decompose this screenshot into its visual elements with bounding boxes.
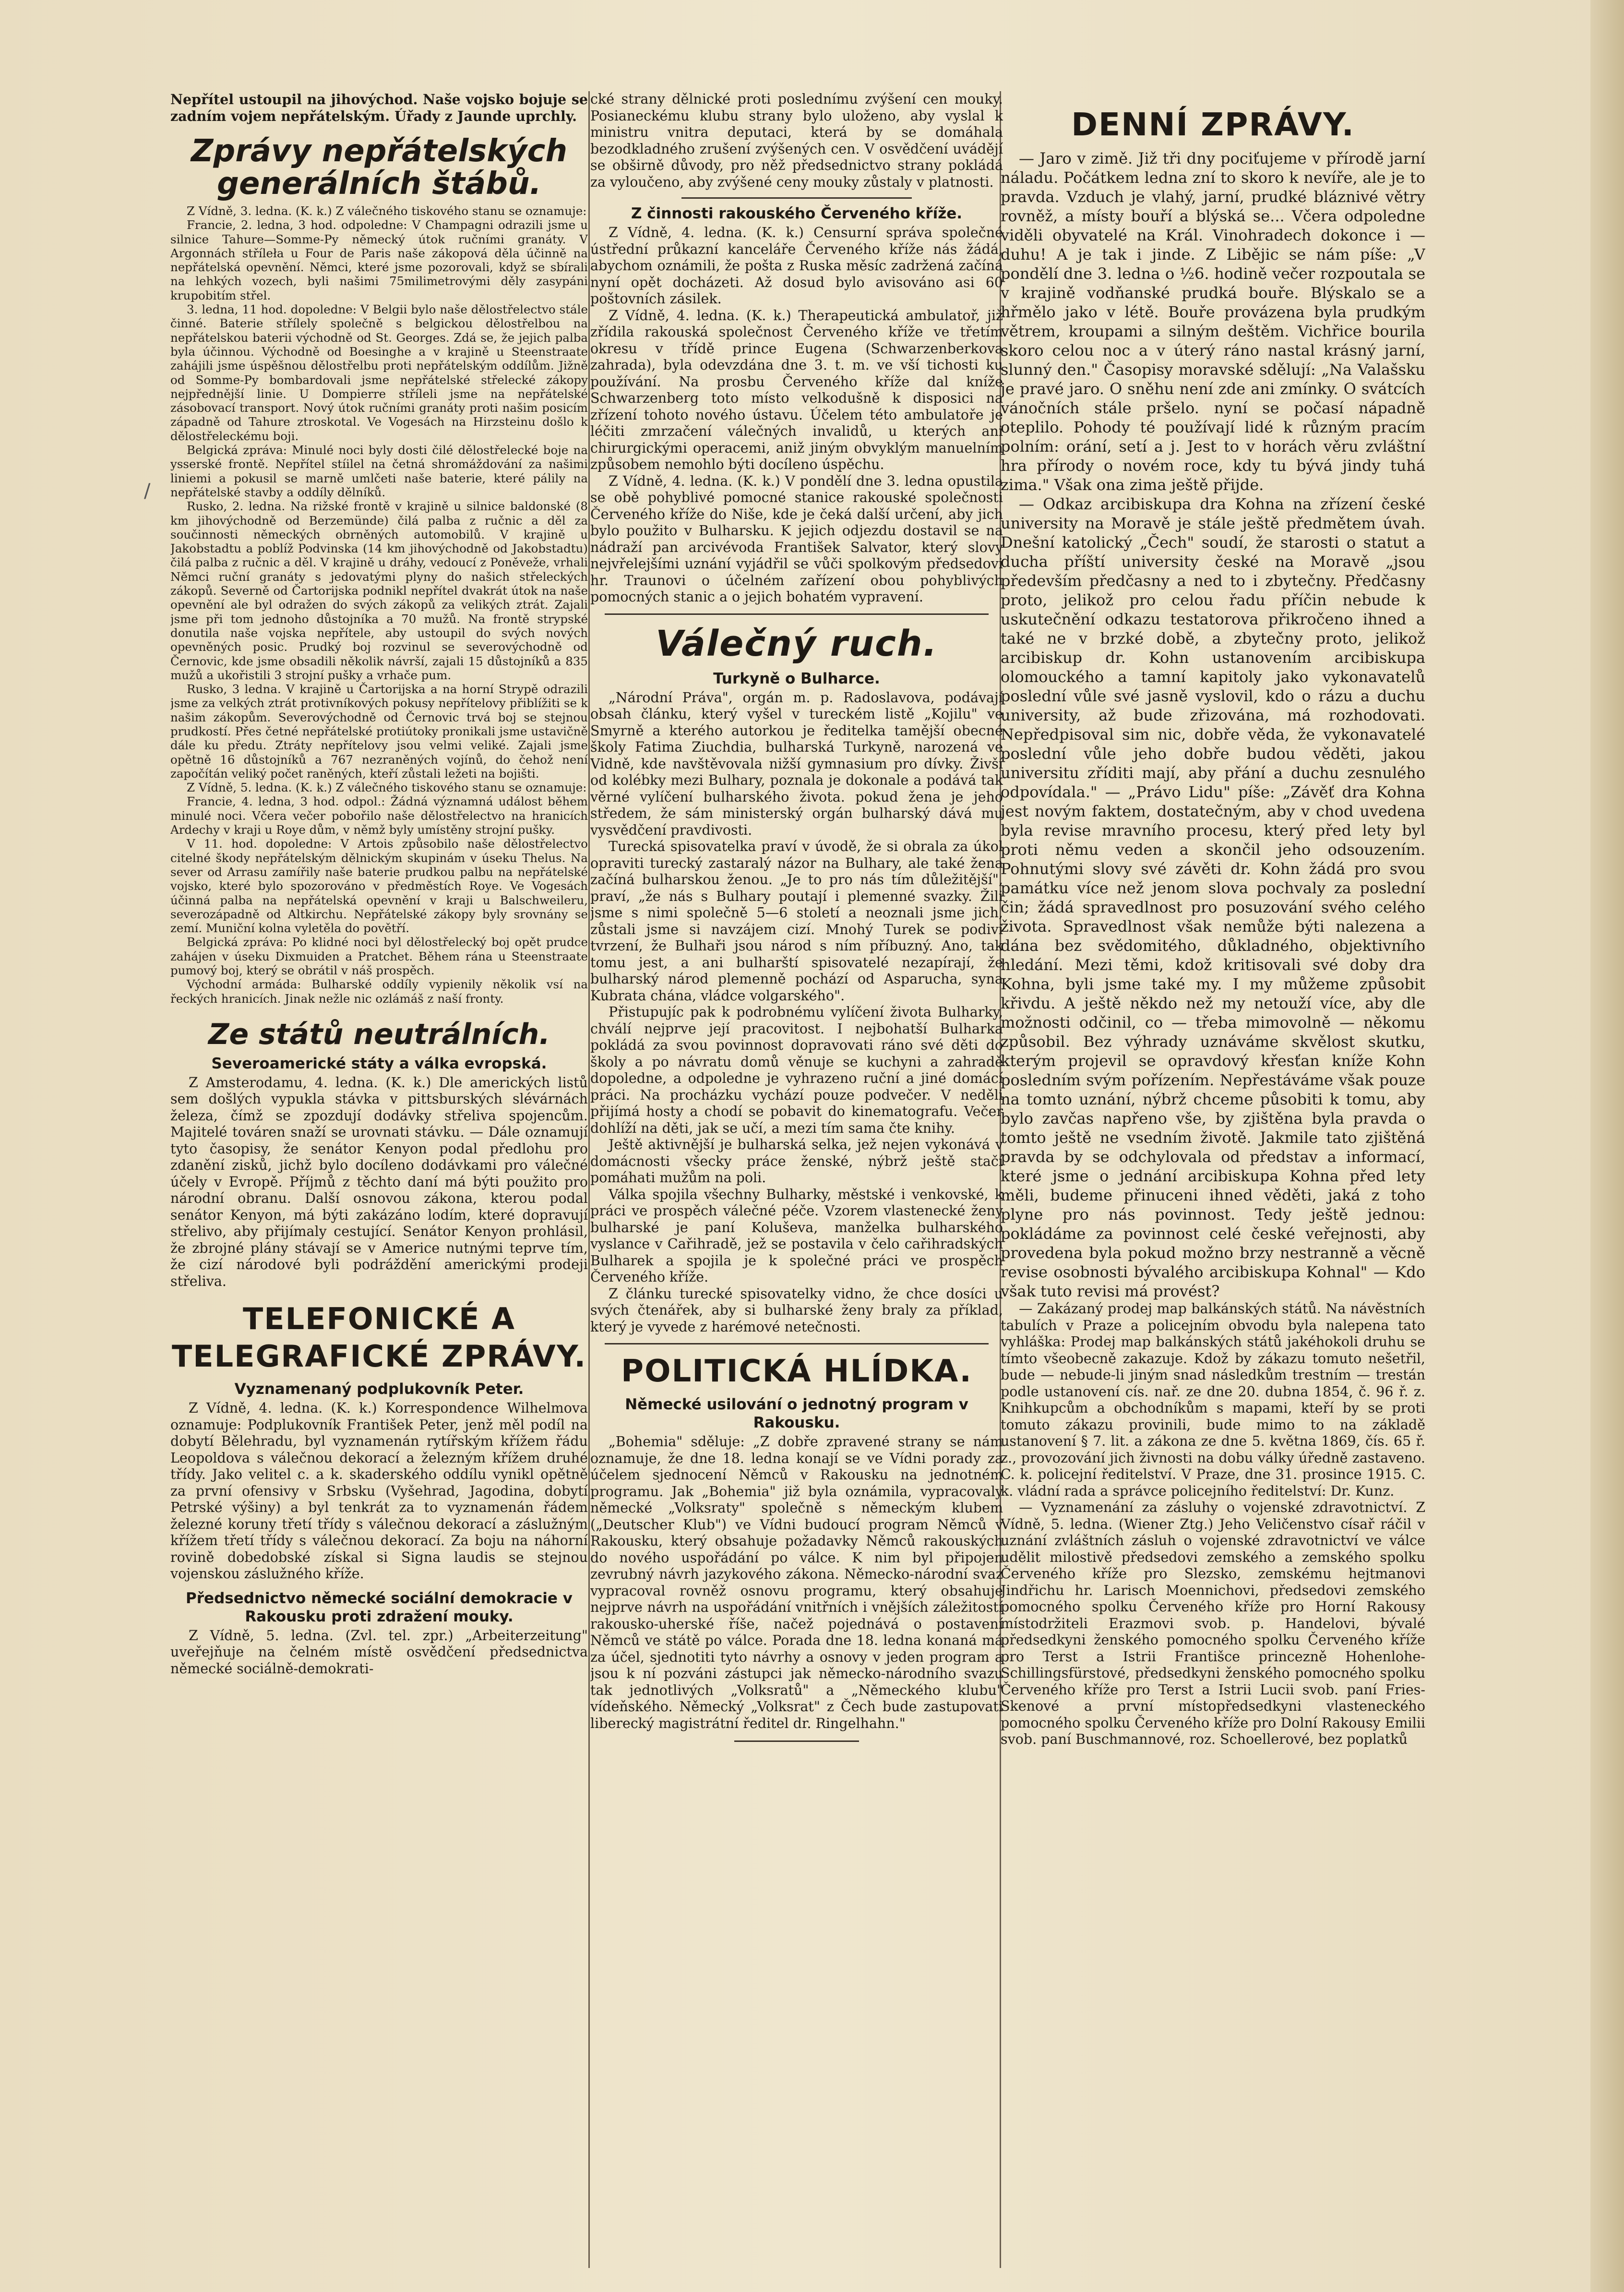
social-dem-heading: Předsednictvo německé sociální demokracie v Rakousku proti zdražení mouky.: [186, 1589, 573, 1625]
war-reports-intro: Z Vídně, 3. ledna. (K. k.) Z válečného tiskového stanu se oznamuje:: [187, 204, 587, 218]
red-cross-paragraph: Z Vídně, 4. ledna. (K. k.) Censurní správa společné ústřední průkazní kanceláře Červeného kříže nás žádá, abychom oznámili, že pošta z Ruska měsíc zadržená začíná nyní opět docházeti. Až dosud bylo avisováno asi 60 poštovních zásilek.: [590, 225, 1003, 307]
telegraph-subtitle: Vyznamenaný podplukovník Peter.: [234, 1380, 524, 1398]
war-report-paragraph: 3. ledna, 11 hod. dopoledne: V Belgii bylo naše dělostřelectvo stále činné. Baterie střílely společně s belgickou dělostřelbou na nepřátelskou baterii východně od St. Georges. Zdá se, že jejich palba byla účinnou. Východně od Boesinghe a v krajině u Steenstraate zahájili jsme úspěšnou dělostřelbu proti nepřátelským oddílům. Jižně od Somme-Py bombardovali jsme nepřátelské střelecké zákopy nejpřednější linie. U Dompierre stříleli jsme na nepřátelské zásobovací transport. Nový útok ručními granáty proti našim posicím západně od Tahure ztroskotal. Ve Vogesách na Hirzsteinu došlo k dělostřeleckému boji.: [170, 302, 588, 443]
war-life-paragraph: Ještě aktivnější je bulharská selka, jež nejen vykonává v domácnosti všecky práce ženské, nýbrž ještě stačí pomáhati mužům na poli.: [590, 1137, 1003, 1186]
war-life-heading: Válečný ruch.: [656, 623, 938, 664]
maps-paragraph: — Zakázaný prodej map balkánských států. Na návěstních tabulích v Praze a policejním obvodu byla nalepena tato vyhláška: Prodej map balkánských států jakéhokoli druhu se tímto všeobecně zakazuje. Kdož by zákazu tomuto nešetřil, bude — nebude-li jiným snad následkům trestním — trestán podle ustanovení cís. nař. ze dne 20. dubna 1854, č. 96 ř. z. Knihkupcům a obchodníkům s mapami, kteří by se proti tomuto zákazu provinili, bude mimo to na základě ustanovení § 7. lit. a zákona ze dne 5. května 1869, čís. 65 ř. z., provozování jich živnosti na dobu války úředně zastaveno. C. k. policejní ředitelství. V Praze, dne 31. prosince 1915. C. k. vládní rada a správce policejního ředitelství: Dr. Kunz.: [1001, 1301, 1425, 1499]
war-life-paragraph: Válka spojila všechny Bulharky, městské i venkovské, k práci ve prospěch válečné péče. Vzorem vlastenecké ženy bulharské je paní Koluševa, manželka bulharského vyslance v Cařihradě, jež se postavila v čelo cařihradských Bulharek a spojila je k společné práci ve prospěch Červeného kříže.: [590, 1186, 1003, 1285]
divider: [681, 197, 912, 199]
war-report-paragraph: Belgická zpráva: Po klidné noci byl dělostřelecký boj opět prudce zahájen v úseku Dixmuiden a Pratchet. Během rána u Steenstraate pumový boj, který se obrátil v náš prospěch.: [170, 935, 588, 978]
end-divider: [734, 1740, 859, 1742]
divider: [605, 613, 989, 615]
red-cross-paragraph: Z Vídně, 4. ledna. (K. k.) Therapeutická ambulatoř, již zřídila rakouská společnost Červeného kříže ve třetím okresu v třídě prince Eugena (Schwarzenberkova zahrada), byla odevzdána dne 3. t. m. ve vší tichosti ku používání. Na prosbu Červeného kříže dal kníže Schwarzenberg toto místo velkodušně k disposici na zřízení tohoto nového ústavu. Účelem této ambulatoře je léčiti zmrzačení válečných invalidů, u kterých ani chirurgickými operacemi, aniž jiným obvyklým manuelním způsobem nemohlo býti docíleno úspěchu.: [590, 307, 1003, 472]
war-report-paragraph: Belgická zpráva: Minulé noci byly dosti čilé dělostřelecké boje na ysserské frontě. Nepřítel stíilel na četná shromáždování za našimi liniemi a pokusil se marně umlčeti naše baterie, které pálily na nepřátelské stavby a oddíly dělníků.: [170, 443, 588, 499]
column-1: [170, 91, 588, 2273]
margin-mark: /: [144, 480, 151, 502]
war-reports-heading: Zprávy nepřátelských generálních štábů.: [191, 133, 568, 202]
red-cross-paragraph: Z Vídně, 4. ledna. (K. k.) V pondělí dne 3. ledna opustila se obě pohyblivé pomocné stanice rakouské společnosti Červeného kříže do Niše, kde je čeká další určení, aby jich bylo použito v Bulharsku. K jejich odjezdu dostavil se na nádraží pan arcivévoda František Salvator, který slovy nejvřelejšími uznání vyjádřil se vůči spolkovým předsedovi hr. Traunovi o účelném zařízení obou pohyblivých pomocných stanic a o jejich bohatém vypravení.: [590, 473, 1003, 605]
kohn-paragraph: — Odkaz arcibiskupa dra Kohna na zřízení české university na Moravě je stále ještě předmětem úvah. Dnešní katolický „Čech" soudí, že starosti o statut a ducha příští university české na Moravě „jsou především předčasny a ned to i zbytečny. Předčasny proto, jelikož pro celou řadu příčin nebude k uskutečnění odkazu testatorova přikročeno ihned a také ne v brzké době, a zbytečny proto, jelikož arcibiskup dr. Kohn ustanovením arcibiskupa olomouckého a tamní kapitoly jako vykonavatelů poslední vůle své jasně vyslovil, kdo o rázu a duchu university, až bude zřizována, má rozhodovati. Nepředpisoval sim nic, dobře věda, že vykonavatelé poslední vůle jeho dobře budou věděti, jakou universitu zříditi mají, aby přání a duchu zesnulého odpovídala." — „Právo Lidu" píše: „Závěť dra Kohna jest novým faktem, dostatečným, aby v chod uvedena byla revise mravního procesu, který před lety byl proti němu veden a skončil jeho odsouzením. Pohnutými slovy své závěti dr. Kohn žádá pro svou památku více než jenom slova pochvaly za poslední čin; žádá spravedlnost pro posuzování svého celého života. Spravedlnost však nemůže býti nalezena a dána bez svědomitého, důkladného, objektivního hledání. Mezi těmi, kdož kritisovali své doby dra Kohna, byli jsme také my. I my můžeme způsobit křivdu. A ještě někdo než my netouží více, aby dle možnosti odčinil, co — třeba mimovolně — někomu způsobil. Bez výhrady uznáváme skvělost skutku, kterým projevil se opravdový křesťan kníže Kohn posledním svým pořízením. Nepřestáváme však pouze na tomto uznání, nýbrž chceme působiti k tomu, aby bylo zavčas napřeno vše, by zjištěna byla pravda o tomto ještě ne vsedním životě. Jakmile tato zjištěná pravda by se odchylovala od představ a informací, které jsme o jednání arcibiskupa Kohna před lety měli, budeme přinuceni ihned věděti, jaká z toho plyne pro nás povinnost. Tedy ještě jednou: pokládáme za povinnost celé české veřejnosti, aby provedena byla pokud možno brzy nestranně a věcně revise osobnosti bývalého arcibiskupa Kohnal" — Kdo však tuto revisi má provést?: [1001, 495, 1425, 1300]
top-fragment: Nepřítel ustoupil na jihovýchod. Naše vojsko bojuje se zadním vojem nepřátelským. Úřady z Jaunde uprchly.: [170, 91, 588, 124]
war-life-paragraph: „Národní Práva", orgán m. p. Radoslavova, podávají obsah článku, který vyšel v tureckém listě „Kojilu" ve Smyrně a kterého autorkou je ředitelka tamější obecné školy Fatima Ziuchdia, bulharská Turkyně, narozená ve Vidně, kde navštěvovala nižší gymnasium pro dívky. Živší od kolébky mezi Bulhary, poznala je dokonale a podává tak věrné vylíčení bulharského života. pokud žena je jeho středem, že sám ministerský orgán bulharský dává mu vysvědčení pravdivosti.: [590, 689, 1003, 838]
war-life-paragraph: Z článku turecké spisovatelky vidno, že chce dosíci u svých čtenářek, aby si bulharské ženy braly za příklad, který je vyvede z harémové netečnosti.: [590, 1285, 1003, 1335]
social-dem-paragraph: Z Vídně, 5. ledna. (Zvl. tel. zpr.) „Arbeiterzeitung" uveřejňuje na čelném místě osvědčení předsednictva německé sociálně-demokrati-: [170, 1627, 588, 1677]
column-3: [1001, 91, 1425, 2273]
war-report-paragraph: Rusko, 3 ledna. V krajině u Čartorijska a na horní Strypě odrazili jsme za velkých ztrát protivníkových pokusy nepřítelovy přiblížiti se k našim zákopům. Severovýchodně od Černovic trvá boj se stejnou prudkostí. Přes četné nepřátelské protiútoky pronikali jsme ustavičně dále ku předu. Ztráty nepřítelovy jsou velmi veliké. Zajali jsme opětně 16 důstojníků a 767 nezraněných vojínů, do čehož není započítán veliký počet raněných, kteří zůstali ležeti na bojišti.: [170, 682, 588, 780]
politics-paragraph: „Bohemia" sděluje: „Z dobře zpravené strany se nám oznamuje, že dne 18. ledna konají se ve Vídni porady za účelem sjednocení Němců v Rakousku na jednotném programu. Jak „Bohemia" již byla oznámila, vypracovaly německé „Volksraty" společně s německým klubem („Deutscher Klub") ve Vídni budoucí program Němců v Rakousku, který obsahuje požadavky Němců rakouských do nového uspořádání po válce. K nim byl připojen zevrubný návrh jazykového zákona. Německo-národní svaz vypracoval rovněž osnovu programu, který obsahuje nejprve návrh na uspořádání vnitřních i vnějších záležitostí rakousko-uherské říše, načež pojednává o postavení Němců ve státě po válce. Porada dne 18. ledna konaná má za účel, sjednotiti tyto návrhy a osnovy v jeden program a jsou k ní pozváni zástupci jak německo-národního svazu tak jednotlivých „Volksratů" a „Německého klubu" vídeňského. Německý „Volksrat" z Čech bude zastupovati liberecký magistrátní ředitel dr. Ringelhahn.": [590, 1434, 1003, 1731]
war-report-paragraph: V 11. hod. dopoledne: V Artois způsobilo naše dělostřelectvo citelné škody nepřátelským dělnickým skupinám v úseku Thelus. Na sever od Arrasu zamířily naše baterie prudkou palbu na nepřátelské vojsko, které bylo spozorováno v předměstích Roye. Ve Vogesách účinná palba na nepřátelská opevnění v kraji u Balschweileru, severozápadně od Altkirchu. Nepřátelské zákopy byly srovnány se zemí. Muniční kolna vyletěla do povětří.: [170, 837, 588, 936]
neutral-paragraph: Z Amsterodamu, 4. ledna. (K. k.) Dle amerických listů sem došlých vypukla stávka v pittsburských slévárnách železa, čímž se zpozdují dodávky střeliva spojencům. Majitelé továren snaží se urovnati stávku. — Dále oznamují tyto časopisy, že senátor Kenyon podal předlohu pro zdanění zisků, jichž bylo docíleno dodávkami pro válečné účely v Evropě. Příjmů z těchto daní má býti použito pro národní obranu. Další osnovou zákona, kterou podal senátor Kenyon, má býti zakázáno lodím, které dopravují střelivo, aby přijímaly cestující. Senátor Kenyon prohlásil, že zbrojné plány stávají se v Americe nutnými teprve tím, že cizí národové byli podráždění americkými prodeji střeliva.: [170, 1074, 588, 1289]
column-2: [590, 91, 1003, 2273]
war-report-paragraph: Francie, 2. ledna, 3 hod. odpoledne: V Champagni odrazili jsme u silnice Tahure—Somme-Py německý útok ručními granáty. V Argonnách stříleła u Four de Paris naše zákopová děla účinně na nepřátelská opevnění. Němci, které jsme pozorovali, když se sbírali na lehkých vozech, byli našimi 75milimetrovými děly zasypáni krupobitím střel.: [170, 218, 588, 302]
page-edge: [1590, 0, 1624, 2292]
politics-subtitle: Německé usilování o jednotný program v Rakousku.: [625, 1396, 968, 1431]
telegraph-heading: TELEFONICKÉ A TELEGRAFICKÉ ZPRÁVY.: [171, 1301, 587, 1374]
telegraph-paragraph: Z Vídně, 4. ledna. (K. k.) Korrespondence Wilhelmova oznamuje: Podplukovník František Peter, jenž měl podíl na dobytí Bělehradu, byl vyznamenán rytířským křížem řádu Leopoldova s válečnou dekorací a železným křížem druhé třídy. Jako velitel c. a k. skaderského oddílu vynikl opětně za první ofensivy v Srbsku (Vyšehrad, Jagodina, dobytí Petrské výšiny) a byl tenkrát za to vyznamenán řádem železné koruny třetí třídy s válečnou dekorací a záslužným křížem třetí třídy s válečnou dekorací. Za boju na náhorní rovině dobedobské získal si Signa laudis se stejnou vojenskou záslužného kříže.: [170, 1400, 588, 1582]
awards-paragraph: — Vyznamenání za zásluhy o vojenské zdravotnictví. Z Vídně, 5. ledna. (Wiener Ztg.) Jeho Veličenstvo císař ráčil v uznání zvláštních zásluh o vojenské zdravotnictví ve válce udělit milostivě předsedovi zemského a zemského spolku Červeného kříže pro Slezsko, zemskému hejtmanovi Jindřichu hr. Larisch Moennichovi, předsedovi zemského pomocného spolku Červeného kříže pro Horní Rakousy místodržiteli Erazmovi svob. p. Handelovi, bývalé předsedkyni ženského pomocného spolku Červeného kříže pro Terst a Istrii Františce princezně Hohenlohe-Schillingsfürstové, předsedkyni ženského pomocného spolku Červeného kříže pro Terst a Istrii Lucii svob. paní Fries-Skenové a první místopředsedkyni vlasteneckého pomocného spolku Červeného kříže pro Dolní Rakousy Emilii svob. paní Buschmannové, roz. Schoellerové, bez poplatků: [1001, 1500, 1425, 1747]
war-report-paragraph: Francie, 4. ledna, 3 hod. odpol.: Žádná významná událost během minulé noci. Včera večer pobořilo naše dělostřelectvo na hranicích Ardechy v kraji u Roye dům, v němž byly umístěny strojní pušky.: [170, 794, 588, 837]
daily-news-heading: DENNÍ ZPRÁVY.: [1071, 106, 1355, 143]
politics-heading: POLITICKÁ HLÍDKA.: [621, 1354, 972, 1389]
war-report-paragraph: Východní armáda: Bulharské oddíly vypienily několik vsí na řeckých hranicích. Jinak nežle nic ozlámáš z naší fronty.: [170, 977, 588, 1006]
war-life-paragraph: Turecká spisovatelka praví v úvodě, že si obrala za úkol opraviti turecký zastaralý názor na Bulhary, ale také žena začíná bulharskou ženou. „Je to pro nás tím důležitější", praví, „že nás s Bulhary poutají i plemenné svazky. Žili jsme s nimi společně 5—6 století a neoznali jsme jich, zůstali jsme si navzájem cizí. Mnohý Turek se podivi tvrzení, že Bulhaři jsou národ s ním příbuzný. Ano, tak tomu jest, a ani bulharští spisovatelé nezapírají, že bulharský národ plemenně pochází od Asparucha, syna Kubrata chána, vládce volgarského".: [590, 839, 1003, 1004]
red-cross-heading: Z činnosti rakouského Červeného kříže.: [631, 205, 963, 222]
divider: [605, 1343, 989, 1344]
war-report-paragraph: Rusko, 2. ledna. Na rižské frontě v krajině u silnice baldonské (8 km jihovýchodně od Berzemünde) čilá palba z ručnic a děl za součinnosti německých obrněných automobilů. V krajině u Jakobstadtu a poblíž Podvinska (14 km jihovýchodně od Jakobstadtu) čilá palba z ručnic a děl. V krajině u dráhy, vedoucí z Poněveže, vrhali Němci ruční granáty s jedovatými plyny do našich střeleckých zákopů. Severně od Čartorijska podnikl nepřítel dvakrát útok na naše opevnění ale byl odražen do svých zákopů za velikých ztrát. Zajali jsme při tom jednoho důstojníka a 70 mužů. Na frontě strypské donutila naše vojska nepřítele, aby ustoupil do svých nových opevněných posic. Prudký boj rozvinul se severovýchodně od Černovic, kde jsme obsadili několik návrší, zajali 15 důstojníků a 835 mužů a ukořistili 3 strojní pušky a vrhače pum.: [170, 499, 588, 682]
spring-paragraph: — Jaro v zimě. Již tři dny pociťujeme v přírodě jarní náladu. Počátkem ledna zní to skoro k nevíře, ale je to pravda. Vzduch je vlahý, jarní, prudké bláznivé větry rovněž, a místy bouří a blýská se... Včera odpoledne viděli obyvatelé na Král. Vinohradech dokonce i — duhu! A je tak i jinde. Z Libějic se nám píše: „V pondělí dne 3. ledna o ½6. hodině večer rozpoutala se v krajině vodňanské prudká bouře. Blýskalo se a hřmělo jako v létě. Bouře provázena byla prudkým větrem, kroupami a silným deštěm. Vichřice bourila skoro celou noc a v úterý ráno nastal krásný jarní, slunný den." Časopisy moravské sdělují: „Na Valašsku je pravé jaro. O sněhu není zde ani zmínky. O svátcích vánočních stále pršelo. nyní se počasí nápadně oteplilo. Pohody té používají lidé k různým pracím polním: orání, setí a j. Jest to v horách věru zvláštní hra přírody o novém roce, kdy tu bývá jindy tuhá zima." Však ona zima ještě přijde.: [1001, 149, 1425, 494]
war-life-subtitle: Turkyně o Bulharce.: [713, 670, 880, 687]
war-life-paragraph: Přistupujíc pak k podrobnému vylíčení života Bulharky, chválí nejprve její pracovitost. I nejbohatší Bulharka pokládá za svou povinnost dopravovati ráno své děti do školy a po návratu domů věnuje se kuchyni a zahradě dopoledne, a odpoledne je vyhrazeno ruční a jiné domácí práci. Na procházku vychází pouze podvečer. V neděli přijímá hosty a chodí se pobavit do kinematografu. Večer dohlíží na děti, jak se učí, a mezi tím sama čte knihy.: [590, 1004, 1003, 1136]
continued-paragraph: cké strany dělnické proti poslednímu zvýšení cen mouky. Posianeckému klubu strany bylo uloženo, aby vyslal k ministru vnitra deputaci, která by se domáhala bezodkladného zrušení zvýšených cen. V osvědčení uvádějí se obširně důvody, pro něž předsednictvo strany pokládá za vyloučeno, aby zvýšené ceny mouky zůstaly v platnosti.: [590, 91, 1003, 190]
column-rule-1: [588, 91, 590, 2268]
war-report-paragraph: Z Vídně, 5. ledna. (K. k.) Z válečného tiskového stanu se oznamuje:: [187, 780, 587, 795]
neutral-states-subtitle: Severoamerické státy a válka evropská.: [211, 1055, 547, 1072]
neutral-states-heading: Ze států neutrálních.: [208, 1017, 550, 1051]
